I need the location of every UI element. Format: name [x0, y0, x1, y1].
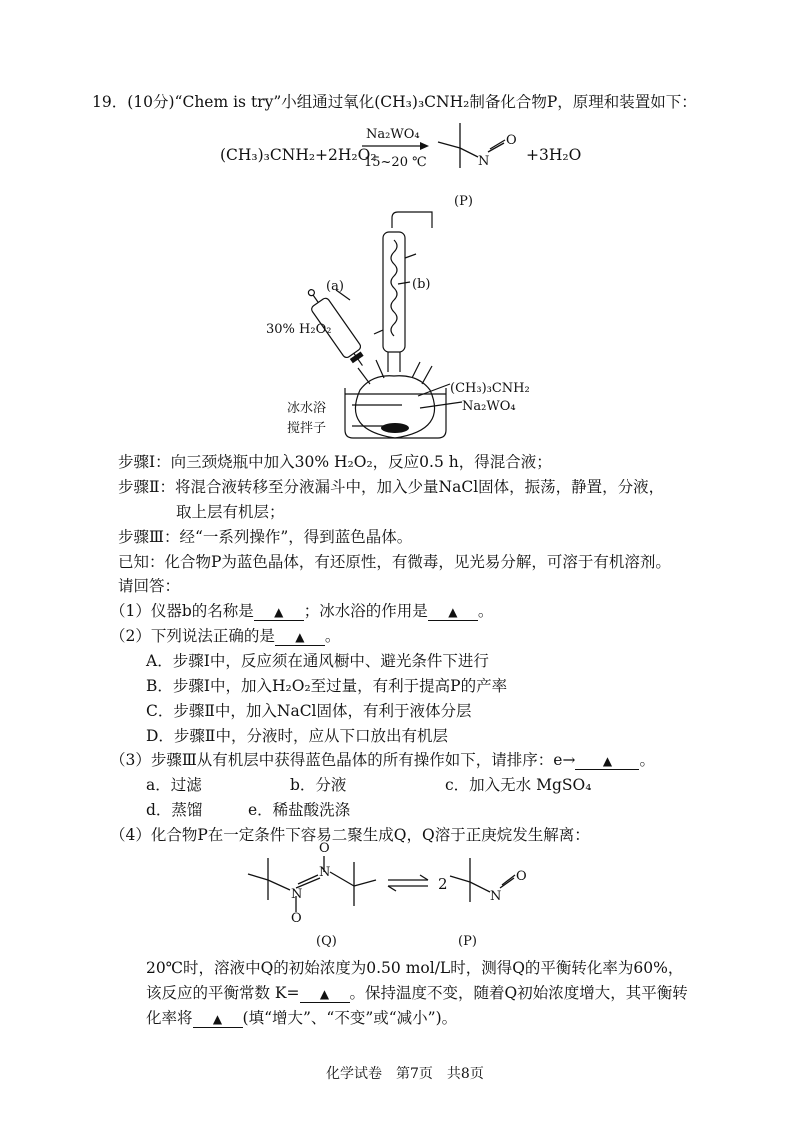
q2-option-d: D．步骤Ⅱ中，分液时，应从下口放出有机层 — [146, 727, 448, 745]
answer-mark: ▲ — [295, 630, 305, 644]
q4-line-3-pre: 化率将 — [146, 1009, 193, 1027]
please-answer: 请回答： — [118, 577, 181, 595]
label-amine: (CH₃)₃CNH₂ — [450, 381, 530, 396]
q4-line-3-post: (填“增大”、“不变”或“减小”)。 — [242, 1009, 458, 1027]
monomer-p-structure — [450, 858, 515, 902]
q3-option-a: a．过滤 — [146, 776, 202, 794]
equation-reactants: (CH₃)₃CNH₂+2H₂O₂ — [220, 146, 377, 164]
answer-mark: ▲ — [212, 1012, 223, 1026]
label-h2o2: 30% H₂O₂ — [266, 322, 332, 337]
label-ice-bath: 冰水浴 — [287, 401, 327, 416]
atom-n-upper: N — [319, 865, 331, 880]
answer-mark: ▲ — [319, 987, 330, 1001]
atom-o-lower: O — [291, 911, 302, 926]
q2-option-b: B．步骤Ⅰ中，加入H₂O₂至过量，有利于提高P的产率 — [146, 677, 508, 695]
q4-blank-k[interactable] — [300, 985, 350, 1003]
q3-option-b: b．分液 — [290, 776, 347, 794]
q1-mid: ；冰水浴的作用是 — [303, 602, 428, 620]
q1-end: 。 — [477, 602, 494, 620]
q3-end: 。 — [639, 751, 655, 769]
product-label-p: (P) — [454, 194, 473, 209]
q2-end: 。 — [324, 627, 341, 645]
q4-line-2-pre: 该反应的平衡常数 K= — [146, 984, 300, 1002]
question-intro: 19．(10分)“Chem is try”小组通过氧化(CH₃)₃CNH₂制备化合物P，原理和装置如下： — [92, 93, 697, 111]
temperature-label: 15~20 ℃ — [364, 155, 427, 170]
monomer-atom-o: O — [516, 869, 527, 884]
q3-option-d: d．蒸馏 — [146, 801, 203, 819]
step-3: 步骤Ⅲ：经“一系列操作”，得到蓝色晶体。 — [118, 528, 413, 546]
coefficient-2: 2 — [438, 875, 448, 893]
step-2-cont: 取上层有机层； — [176, 503, 285, 521]
answer-mark: ▲ — [448, 605, 458, 619]
atom-n: N — [478, 154, 490, 169]
dimer-q-structure — [248, 856, 376, 912]
label-b: (b) — [412, 277, 431, 292]
q3-pre: （3）步骤Ⅲ从有机层中获得蓝色晶体的所有操作如下，请排序：e→ — [110, 751, 576, 769]
q4-intro: （4）化合物P在一定条件下容易二聚生成Q，Q溶于正庚烷发生解离： — [110, 826, 590, 844]
equilibrium-arrows — [388, 875, 428, 891]
atom-n-lower: N — [291, 887, 303, 902]
q1-pre: （1）仪器b的名称是 — [110, 602, 254, 620]
equation-water: +3H₂O — [526, 146, 582, 164]
answer-mark: ▲ — [274, 605, 284, 619]
q2-option-c: C．步骤Ⅱ中，加入NaCl固体，有利于液体分层 — [146, 702, 472, 720]
q3-option-c: c．加入无水 MgSO₄ — [445, 776, 592, 794]
label-q: (Q) — [316, 934, 337, 949]
atom-o-upper: O — [319, 841, 330, 856]
label-p: (P) — [458, 934, 477, 949]
q4-line-3 — [146, 1008, 457, 1028]
atom-o: O — [506, 133, 517, 148]
step-1: 步骤Ⅰ：向三颈烧瓶中加入30% H₂O₂，反应0.5 h，得混合液； — [118, 453, 552, 471]
q4-blank-trend[interactable] — [193, 1010, 243, 1028]
q4-line-1: 20℃时，溶液中Q的初始浓度为0.50 mol/L时，测得Q的平衡转化率为60%， — [146, 959, 684, 977]
step-2: 步骤Ⅱ：将混合液转移至分液漏斗中，加入少量NaCl固体，振荡，静置，分液， — [118, 478, 665, 496]
known-info: 已知：化合物P为蓝色晶体，有还原性，有微毒，见光易分解，可溶于有机溶剂。 — [118, 553, 671, 571]
label-a: (a) — [326, 279, 344, 294]
q2-option-a: A．步骤Ⅰ中，反应须在通风橱中、避光条件下进行 — [146, 652, 489, 670]
answer-mark: ▲ — [602, 754, 613, 768]
q3-option-e: e．稀盐酸洗涤 — [248, 801, 351, 819]
q4-line-2-post: 。保持温度不变，随着Q初始浓度增大，其平衡转 — [349, 984, 688, 1002]
page-footer: 化学试卷 第7页 共8页 — [326, 1066, 484, 1082]
q4-line-2 — [146, 983, 688, 1003]
monomer-atom-n: N — [490, 889, 502, 904]
q2-pre: （2）下列说法正确的是 — [110, 627, 275, 645]
catalyst-label: Na₂WO₄ — [366, 127, 420, 142]
label-stirrer: 搅拌子 — [287, 421, 327, 436]
label-catalyst: Na₂WO₄ — [462, 399, 516, 414]
